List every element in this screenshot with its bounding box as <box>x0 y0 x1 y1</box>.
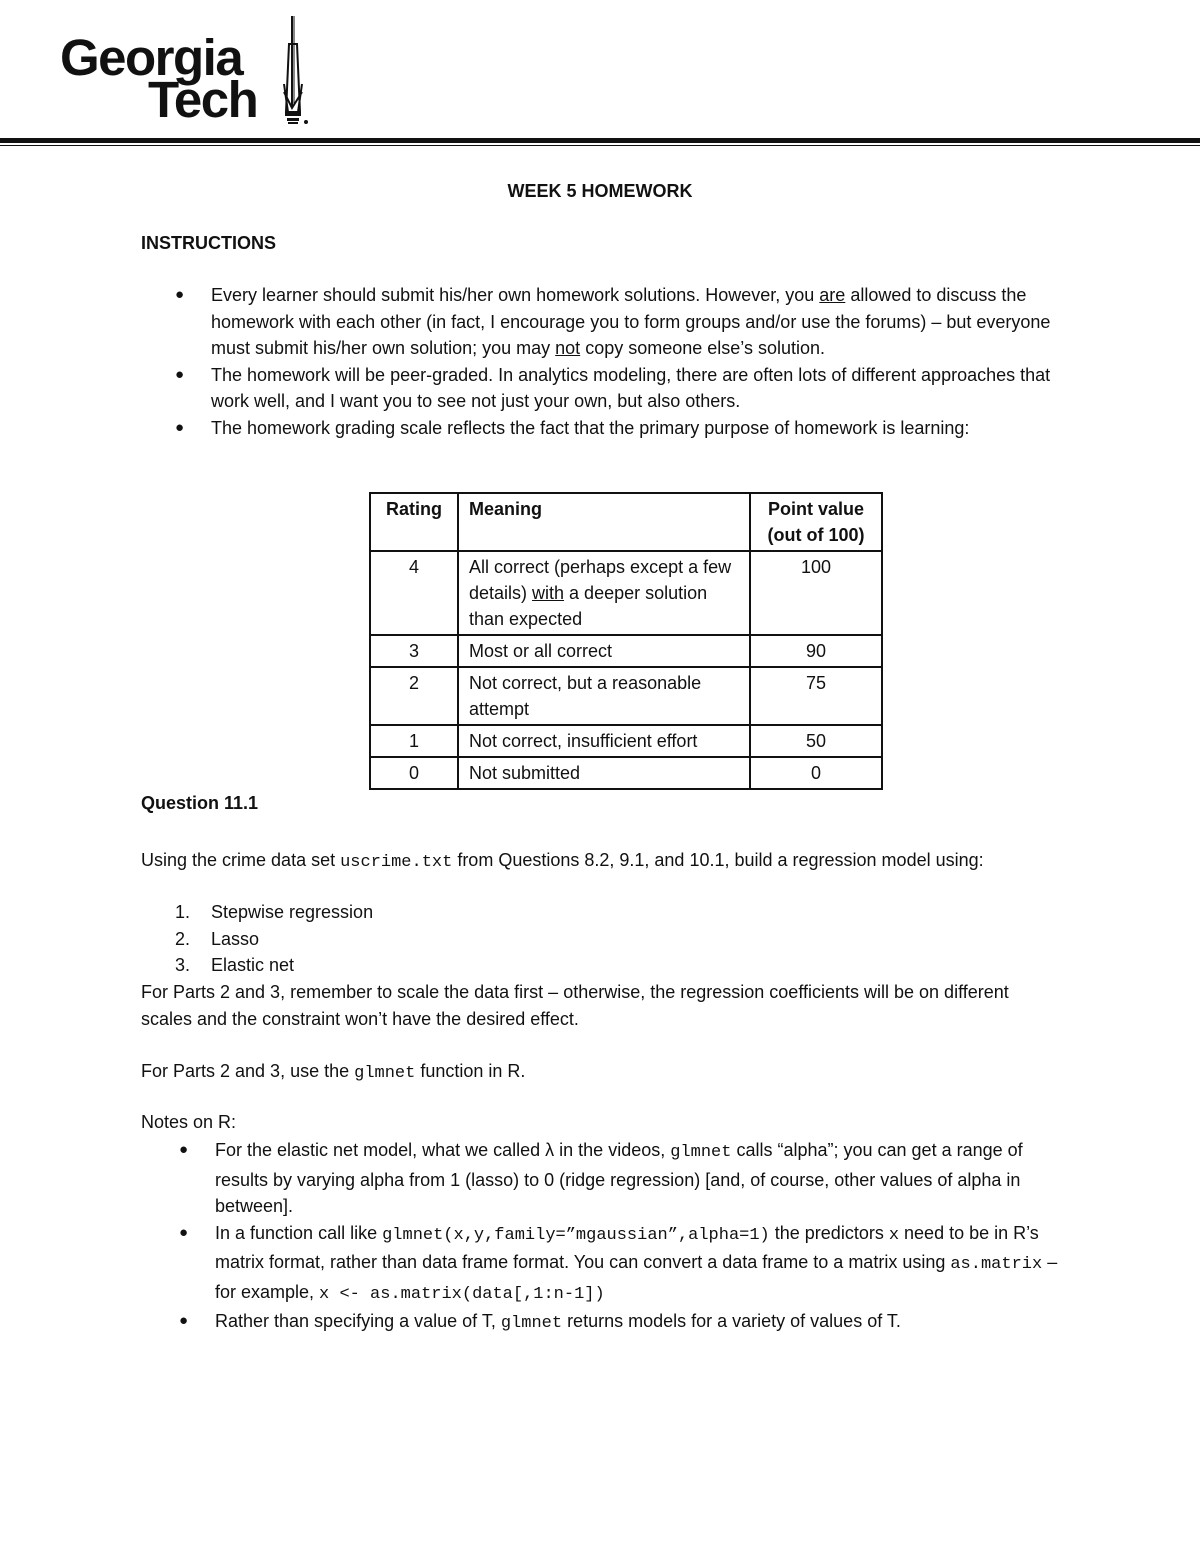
table-header-row <box>370 493 882 551</box>
instruction-text: Every learner should submit his/her own homework solutions. However, you <box>211 285 820 305</box>
glmnet-note <box>141 1058 525 1088</box>
cell-points: 0 <box>750 757 882 789</box>
bullet-icon: ● <box>175 286 185 303</box>
cell-meaning: Most or all correct <box>458 635 750 667</box>
instruction-item <box>175 415 1061 442</box>
cell-rating: 0 <box>370 757 458 789</box>
code-function: glmnet <box>500 1314 563 1333</box>
scale-note: For Parts 2 and 3, remember to scale the data first – otherwise, the regression coefficients will be on different scales and the constraint won’t have the desired effect. <box>141 982 1009 1029</box>
cell-points: 100 <box>750 551 882 635</box>
bullet-icon: ● <box>175 365 185 383</box>
note-item <box>179 1308 1065 1338</box>
instruction-item <box>175 362 1061 415</box>
underlined-word: are <box>819 285 846 305</box>
table-row <box>370 551 882 635</box>
note-text: – for example, <box>215 1252 1058 1302</box>
bullet-icon: ● <box>179 1223 189 1241</box>
instructions-heading: INSTRUCTIONS <box>141 233 276 253</box>
note-text: Rather than specifying a value of T, <box>215 1311 501 1331</box>
header-point-line1: Point value <box>767 499 865 519</box>
bullet-icon: ● <box>179 1141 189 1158</box>
question-text: from Questions 8.2, 9.1, and 10.1, build a regression model using: <box>452 850 984 870</box>
question-intro <box>141 847 1041 877</box>
header-rating: Rating <box>370 493 458 551</box>
list-item <box>175 899 374 926</box>
instructions-list <box>175 282 1061 441</box>
cell-meaning: Not correct, but a reasonable attempt <box>458 667 750 725</box>
cell-rating: 1 <box>370 725 458 757</box>
cell-points: 90 <box>750 635 882 667</box>
cell-rating: 3 <box>370 635 458 667</box>
code-function: glmnet <box>670 1143 732 1162</box>
table-row <box>370 667 882 725</box>
instruction-text: The homework grading scale reflects the fact that the primary purpose of homework is learning: <box>211 417 970 438</box>
cell-points: 75 <box>750 667 882 725</box>
list-number: 1. <box>175 902 191 922</box>
cell-meaning: Not submitted <box>458 757 750 789</box>
header-point-value <box>750 493 882 551</box>
note-text: need to be in R’s matrix format, rather than data frame format. You can convert a data frame to a matrix using <box>215 1222 1039 1272</box>
header-point-line2: (out of 100) <box>767 525 865 545</box>
header-meaning: Meaning <box>458 493 750 551</box>
list-item-text: Stepwise regression <box>211 902 374 922</box>
instruction-text: The homework will be peer-graded. In analytics modeling, there are often lots of different approaches that work well, and I want you to see not just your own, but also others. <box>211 364 1051 411</box>
note-item <box>179 1137 1065 1220</box>
georgia-tech-logo <box>58 14 328 129</box>
grading-scale-table <box>369 492 883 790</box>
cell-meaning <box>458 551 750 635</box>
meaning-text: All correct (perhaps except a few details) <box>469 557 732 603</box>
header-rule <box>0 138 1200 146</box>
note-text: In a function call like <box>215 1222 383 1243</box>
list-item-text: Lasso <box>211 928 260 949</box>
bullet-icon: ● <box>175 418 185 436</box>
code-function: as.matrix <box>950 1255 1043 1274</box>
instruction-item <box>175 282 1061 362</box>
instruction-text: copy someone else’s solution. <box>580 338 825 358</box>
table-row <box>370 635 882 667</box>
notes-list <box>179 1137 1065 1338</box>
code-call: glmnet(x,y,family=”mgaussian”,alpha=1) <box>382 1225 770 1245</box>
question-heading: Question 11.1 <box>141 793 259 813</box>
question-text: For Parts 2 and 3, use the <box>141 1061 355 1081</box>
cell-rating: 4 <box>370 551 458 635</box>
question-text: function in R. <box>415 1061 526 1081</box>
code-function: glmnet <box>354 1064 416 1083</box>
notes-heading: Notes on R: <box>141 1112 237 1132</box>
note-text: returns models for a variety of values of T. <box>562 1311 901 1331</box>
instruction-text: allowed to discuss the homework with each other (in fact, I encourage you to form groups and/or use the forums) – but everyone must submit his/her own solution; you may <box>211 285 1051 358</box>
question-text: Using the crime data set <box>141 850 341 870</box>
table-row <box>370 757 882 789</box>
cell-meaning: Not correct, insufficient effort <box>458 725 750 757</box>
bullet-icon: ● <box>179 1312 189 1329</box>
underlined-word: not <box>555 338 581 358</box>
logo-word-georgia: Georgia <box>60 29 243 86</box>
note-text: calls “alpha”; you can get a range of results by varying alpha from 1 (lasso) to 0 (ridge regression) [and, of course, other values of alpha in between]. <box>215 1140 1023 1216</box>
tech-tower-icon <box>280 14 320 129</box>
list-item-text: Elastic net <box>211 955 295 975</box>
logo-word-tech: Tech <box>148 71 258 128</box>
cell-rating: 2 <box>370 667 458 725</box>
list-item <box>175 952 373 979</box>
note-item <box>179 1220 1065 1309</box>
page-title: WEEK 5 HOMEWORK <box>507 181 693 201</box>
note-text: the predictors <box>769 1222 889 1243</box>
question-parts-list <box>175 899 374 979</box>
code-example: x <- as.matrix(data[,1:n-1]) <box>319 1284 605 1304</box>
code-filename: uscrime.txt <box>340 853 453 872</box>
list-number: 2. <box>175 928 191 949</box>
cell-points: 50 <box>750 725 882 757</box>
meaning-text: a deeper solution than expected <box>469 583 708 629</box>
list-number: 3. <box>175 955 191 975</box>
note-text: For the elastic net model, what we called λ in the videos, <box>215 1140 671 1160</box>
list-item <box>175 926 373 953</box>
table-row <box>370 725 882 757</box>
underlined-word: with <box>532 583 565 603</box>
code-variable: x <box>888 1225 900 1245</box>
